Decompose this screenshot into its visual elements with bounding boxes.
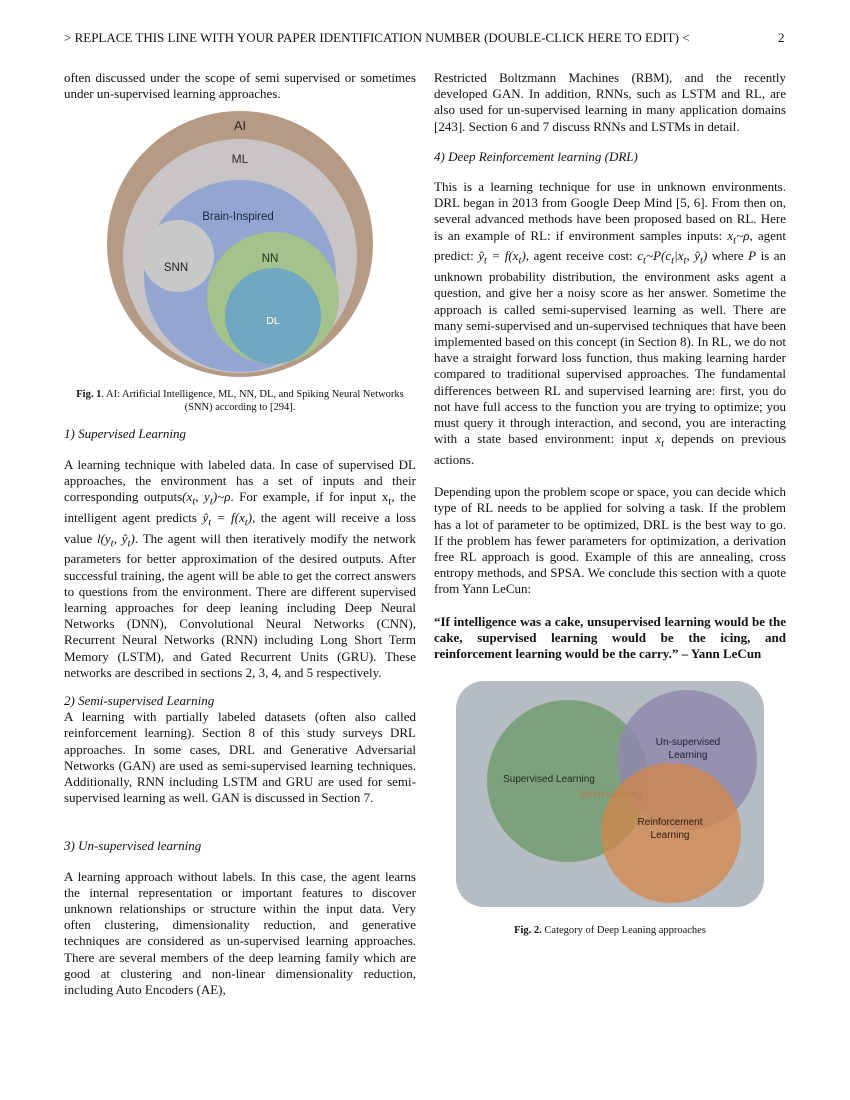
figure-1-caption-label: Fig. 1 <box>76 389 102 401</box>
unsupervised-label-line2: Learning <box>668 750 708 762</box>
math-agent-predict: $ŷ_t = f(x_t)$ <box>478 248 526 268</box>
drl-paragraph <box>434 179 786 468</box>
drl-text-f: depends on previous actions. <box>434 431 787 468</box>
deep-learning-label: Deep Leaning <box>579 789 643 801</box>
reinforcement-label-line2: Learning <box>650 830 690 842</box>
ai-label: AI <box>233 118 247 134</box>
math-loss: $l(y_t$, $ŷ_t$) <box>96 530 135 550</box>
semi-supervised-paragraph: A learning with partially labeled datasets (often also called reinforcement learning). Section 8 of this study surveys DRL approaches. In some cases, DRL and Generative Adversarial Networks (GAN) are used as semi-supervised learning techniques. Additionally, RNN including LSTM and GRU are used for semi-supervised learning as well. GAN is discussed in Section 7. <box>64 709 416 806</box>
figure-1-caption-text: . AI: Artificial Intelligence, ML, NN, DL, and Spiking Neural Networks (SNN) according to [294]. <box>101 389 404 414</box>
page-header: > REPLACE THIS LINE WITH YOUR PAPER IDENTIFICATION NUMBER (DOUBLE-CLICK HERE TO EDIT) < <box>64 30 690 45</box>
drl-text-a: This is a learning technique for use in unknown environments. DRL began in 2013 from Google Deep Mind [5, 6]. From then on, several advanced methods have been proposed based on RL. Here is an example of RL: if environment samples inputs: <box>434 179 786 243</box>
snn-circle <box>142 220 214 292</box>
ml-label: ML <box>231 152 249 167</box>
drl-text-b: , agent predict: <box>434 227 786 264</box>
figure-1-caption <box>64 388 416 414</box>
math-agent-cost: $c_t\sim P(c_t|x_t$, $ŷ_t$) <box>637 248 708 268</box>
supervised-paragraph: A learning technique with labeled data. In case of supervised DL approaches, the environment has a set of inputs and their corresponding $outputs(x_t$, $y_t)\sim\rho$. For example, if for input $x_t$, the intelligent agent predicts $ŷ_t = f(x_t)$, the agent will receive a loss value $l(y_t$, $ŷ_t$). The agent will then iteratively modify the network parameters for better approximation of the desired outputs. After successful training, the agent will be able to get the correct answers to questions from the environment. There are different supervised learning approaches for deep leaning including Deep Neural Networks (DNN), Convolutional Neural Networks (CNN), Recurrent Neural Networks (RNN) including Long Short Term Memory (LSTM), and Gated Recurrent Units (GRU). These networks are described in sections 2, 3, 4, and 5 respectively. <box>64 456 417 680</box>
unsupervised-paragraph: A learning approach without labels. In this case, the agent learns the internal representation or important features to discover unknown relationships or structure within the input data. Very often clustering, dimensionality reduction, and generative techniques are considered as un-supervised learning approaches. There are several members of the deep learning family which are good at clustering and non-linear dimensionality reduction, including Auto Encoders (AE), <box>64 868 416 998</box>
math-input-output: ($x_t$, $y_t)\sim\rho$ <box>182 489 231 508</box>
supervised-text-d: , the agent will receive a loss value <box>64 509 417 546</box>
supervised-text-b: . For example, if for input x <box>230 489 389 505</box>
dl-label: DL <box>266 315 280 328</box>
fig1-nested-circles <box>101 110 379 378</box>
snn-label: SNN <box>163 262 189 275</box>
figure-1 <box>64 110 416 378</box>
lecun-quote: “If intelligence was a cake, unsupervised learning would be the cake, supervised learning would be the icing, and reinforcement learning would be the carry.” – Yann LeCun <box>434 613 786 662</box>
math-p: P <box>748 248 757 264</box>
section-heading-supervised: 1) Supervised Learning <box>64 426 187 442</box>
figure-2-caption <box>434 924 786 937</box>
right-column <box>434 70 786 937</box>
section-heading-semi-supervised: 2) Semi-supervised Learning <box>64 693 215 709</box>
figure-2 <box>434 680 786 908</box>
math-input-xt: $x_t$ <box>655 431 665 450</box>
math-prediction: $ŷ_t = f(x_t)$ <box>202 509 253 529</box>
reinforcement-label-line1: Reinforcement <box>637 817 703 829</box>
page-number: 2 <box>778 30 785 45</box>
nn-label: NN <box>261 253 279 266</box>
figure-2-caption-label: Fig. 2. <box>514 925 542 937</box>
drl-text-d: where <box>707 248 749 264</box>
left-column <box>64 70 416 998</box>
drl-text-c: , agent receive cost: <box>525 248 638 264</box>
section-heading-unsupervised: 3) Un-supervised learning <box>64 838 202 854</box>
section-heading-drl: 4) Deep Reinforcement learning (DRL) <box>434 148 638 164</box>
brain-inspired-label: Brain-Inspired <box>202 211 274 224</box>
rbm-paragraph: Restricted Boltzmann Machines (RBM), and the recently developed GAN. In addition, RNNs, such as LSTM and RL, are also used for un-supervised learning in many application domains [243]. Section 6 and 7 discuss RNNs and LSTMs in detail. <box>434 70 786 134</box>
math-env-sample: $x_t\sim\rho$ <box>727 227 750 247</box>
fig2-venn-diagram <box>455 680 765 908</box>
drl-text-e: is an unknown probability distribution, the environment asks agent a question, and give her a noisy score as her answer. Sometime the approach is called semi-supervised learning as well. There are many semi-supervised and un-supervised techniques that have been implemented based on this concept (in Section 8). In RL, we do not have a straight forward loss function, thus making learning harder compared to traditional supervised approaches. The fundamental differences between RL and supervised learning are: first, you do not have full access to the function you are trying to optimize; you must query it through interaction, and second, you are interacting with a state based environment: input <box>434 248 786 447</box>
unsupervised-label-line1: Un-supervised <box>655 737 721 749</box>
supervised-text-c: , the intelligent agent predicts <box>64 489 416 525</box>
rl-scope-paragraph: Depending upon the problem scope or space, you can decide which type of RL needs to be applied for solving a task. If the problem has a lot of parameter to be optimized, DRL is the best way to go. If the problem has fewer parameters for optimization, a derivation free RL approach is good. Example of this are annealing, cross entropy methods, and SPSA. We conclude this section with a quote from Yann LeCun: <box>434 484 786 597</box>
supervised-text-a: A learning technique with labeled data. In case of supervised DL approaches, the environment has a set of inputs and their corresponding outputs <box>64 456 416 505</box>
supervised-label: Supervised Learning <box>503 774 595 786</box>
figure-2-caption-text: Category of Deep Leaning approaches <box>541 925 706 937</box>
supervised-text-e: . The agent will then iteratively modify the network parameters for better approximation of the desired outputs. After successful training, the agent will be able to get the correct answers to questions from the environment. There are different supervised learning approaches for deep leaning including Deep Neural Networks (DNN), Convolutional Neural Networks (CNN), Recurrent Neural Networks (RNN) including Long Short Term Memory (LSTM), and Gated Recurrent Units (GRU). These networks are described in sections 2, 3, 4, and 5 respectively. <box>64 530 416 680</box>
intro-paragraph: often discussed under the scope of semi supervised or sometimes under un-supervised learning approaches. <box>64 70 416 102</box>
